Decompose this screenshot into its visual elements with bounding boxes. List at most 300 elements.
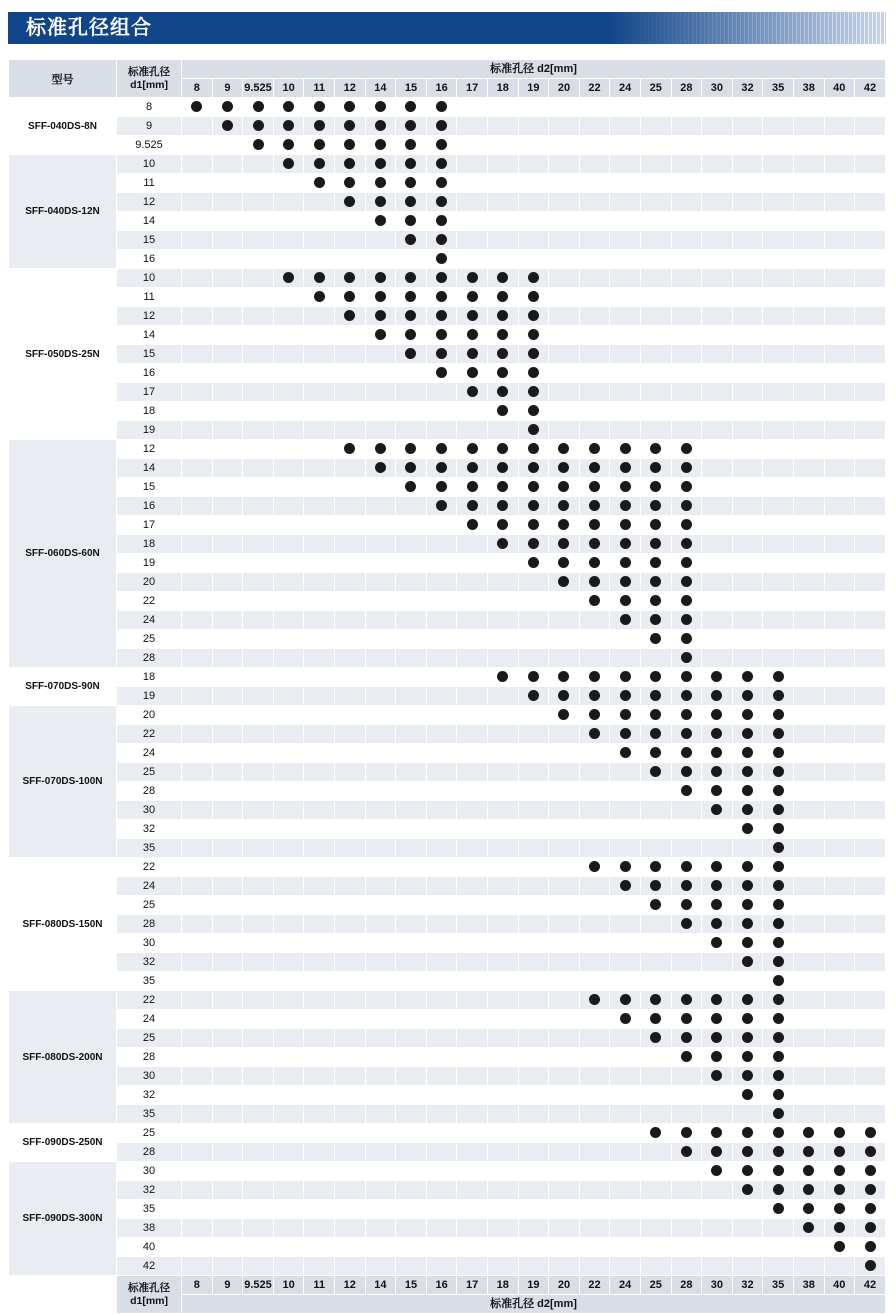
table-row bbox=[9, 1219, 886, 1238]
combo-cell bbox=[824, 326, 855, 345]
combo-cell bbox=[212, 212, 243, 231]
combo-cell bbox=[335, 649, 366, 668]
table-row bbox=[9, 421, 886, 440]
model-cell: SFF-040DS-12N bbox=[9, 155, 117, 269]
combo-cell bbox=[243, 953, 274, 972]
available-dot-icon bbox=[528, 671, 539, 682]
combo-cell bbox=[671, 402, 702, 421]
combo-cell bbox=[855, 649, 886, 668]
combo-cell bbox=[732, 668, 763, 687]
combo-cell bbox=[273, 383, 304, 402]
combo-cell bbox=[732, 953, 763, 972]
combo-cell bbox=[396, 706, 427, 725]
combo-cell bbox=[273, 231, 304, 250]
combo-cell bbox=[702, 649, 733, 668]
combo-cell bbox=[793, 402, 824, 421]
available-dot-icon bbox=[742, 709, 753, 720]
combo-cell bbox=[579, 155, 610, 174]
available-dot-icon bbox=[436, 120, 447, 131]
available-dot-icon bbox=[773, 861, 784, 872]
combo-cell bbox=[671, 250, 702, 269]
available-dot-icon bbox=[650, 1127, 661, 1138]
available-dot-icon bbox=[650, 671, 661, 682]
combo-cell bbox=[610, 1143, 641, 1162]
available-dot-icon bbox=[375, 215, 386, 226]
combo-cell bbox=[640, 516, 671, 535]
combo-cell bbox=[365, 421, 396, 440]
combo-cell bbox=[487, 858, 518, 877]
combo-cell bbox=[793, 630, 824, 649]
combo-cell bbox=[426, 193, 457, 212]
combo-cell bbox=[579, 478, 610, 497]
combo-cell bbox=[549, 592, 580, 611]
combo-cell bbox=[304, 1238, 335, 1257]
available-dot-icon bbox=[650, 709, 661, 720]
combo-cell bbox=[855, 839, 886, 858]
combo-cell bbox=[518, 1219, 549, 1238]
combo-cell bbox=[579, 592, 610, 611]
available-dot-icon bbox=[742, 728, 753, 739]
combo-cell bbox=[182, 98, 213, 117]
available-dot-icon bbox=[681, 1013, 692, 1024]
combo-cell bbox=[518, 630, 549, 649]
combo-cell bbox=[335, 611, 366, 630]
combo-cell bbox=[793, 1048, 824, 1067]
table-row bbox=[9, 288, 886, 307]
combo-cell bbox=[732, 1029, 763, 1048]
header-d2-value: 8 bbox=[182, 79, 213, 98]
available-dot-icon bbox=[283, 272, 294, 283]
combo-cell bbox=[396, 1257, 427, 1276]
combo-cell bbox=[671, 554, 702, 573]
available-dot-icon bbox=[344, 196, 355, 207]
combo-cell bbox=[426, 212, 457, 231]
combo-cell bbox=[457, 497, 488, 516]
available-dot-icon bbox=[467, 519, 478, 530]
combo-cell bbox=[763, 117, 794, 136]
combo-cell bbox=[824, 801, 855, 820]
combo-cell bbox=[855, 877, 886, 896]
combo-cell bbox=[793, 877, 824, 896]
combo-cell bbox=[793, 231, 824, 250]
combo-cell bbox=[212, 535, 243, 554]
combo-cell bbox=[610, 478, 641, 497]
combo-cell bbox=[243, 535, 274, 554]
combo-cell bbox=[549, 497, 580, 516]
combo-cell bbox=[426, 573, 457, 592]
combo-cell bbox=[640, 478, 671, 497]
available-dot-icon bbox=[344, 101, 355, 112]
available-dot-icon bbox=[803, 1146, 814, 1157]
combo-cell bbox=[702, 896, 733, 915]
combo-cell bbox=[824, 117, 855, 136]
table-row bbox=[9, 706, 886, 725]
combo-cell bbox=[487, 250, 518, 269]
combo-cell bbox=[518, 934, 549, 953]
combo-cell bbox=[335, 554, 366, 573]
combo-cell bbox=[335, 573, 366, 592]
available-dot-icon bbox=[742, 1032, 753, 1043]
combo-cell bbox=[243, 288, 274, 307]
combo-cell bbox=[243, 1238, 274, 1257]
combo-cell bbox=[335, 1200, 366, 1219]
combo-cell bbox=[793, 858, 824, 877]
combo-cell bbox=[732, 725, 763, 744]
footer-d2-value: 9.525 bbox=[243, 1276, 274, 1295]
available-dot-icon bbox=[711, 918, 722, 929]
combo-cell bbox=[579, 307, 610, 326]
table-row bbox=[9, 820, 886, 839]
combo-cell bbox=[273, 953, 304, 972]
combo-cell bbox=[212, 1143, 243, 1162]
available-dot-icon bbox=[620, 595, 631, 606]
combo-cell bbox=[702, 877, 733, 896]
available-dot-icon bbox=[436, 234, 447, 245]
combo-cell bbox=[640, 155, 671, 174]
combo-cell bbox=[304, 991, 335, 1010]
model-cell: SFF-070DS-90N bbox=[9, 668, 117, 706]
combo-cell bbox=[335, 725, 366, 744]
combo-cell bbox=[549, 801, 580, 820]
combo-cell bbox=[732, 136, 763, 155]
combo-cell bbox=[640, 402, 671, 421]
combo-cell bbox=[732, 801, 763, 820]
combo-cell bbox=[487, 991, 518, 1010]
combo-cell bbox=[426, 839, 457, 858]
combo-cell bbox=[304, 896, 335, 915]
combo-cell bbox=[671, 592, 702, 611]
combo-cell bbox=[304, 1048, 335, 1067]
combo-cell bbox=[549, 611, 580, 630]
d1-value: 30 bbox=[117, 1067, 182, 1086]
combo-cell bbox=[365, 630, 396, 649]
combo-cell bbox=[763, 136, 794, 155]
available-dot-icon bbox=[773, 899, 784, 910]
combo-cell bbox=[824, 915, 855, 934]
combo-cell bbox=[212, 1067, 243, 1086]
available-dot-icon bbox=[773, 842, 784, 853]
table-row bbox=[9, 1048, 886, 1067]
table-row bbox=[9, 117, 886, 136]
available-dot-icon bbox=[436, 481, 447, 492]
combo-cell bbox=[793, 307, 824, 326]
combo-cell bbox=[640, 1029, 671, 1048]
d1-value: 24 bbox=[117, 877, 182, 896]
combo-cell bbox=[212, 1257, 243, 1276]
available-dot-icon bbox=[253, 120, 264, 131]
combo-cell bbox=[518, 687, 549, 706]
available-dot-icon bbox=[650, 443, 661, 454]
combo-cell bbox=[365, 440, 396, 459]
d1-value: 24 bbox=[117, 611, 182, 630]
combo-cell bbox=[304, 231, 335, 250]
available-dot-icon bbox=[375, 158, 386, 169]
combo-cell bbox=[243, 421, 274, 440]
available-dot-icon bbox=[620, 880, 631, 891]
combo-cell bbox=[855, 592, 886, 611]
combo-cell bbox=[426, 706, 457, 725]
table-row bbox=[9, 877, 886, 896]
combo-cell bbox=[855, 782, 886, 801]
combo-cell bbox=[763, 706, 794, 725]
available-dot-icon bbox=[865, 1260, 876, 1271]
combo-cell bbox=[457, 668, 488, 687]
available-dot-icon bbox=[375, 139, 386, 150]
combo-cell bbox=[824, 687, 855, 706]
available-dot-icon bbox=[436, 177, 447, 188]
combo-cell bbox=[243, 212, 274, 231]
combo-cell bbox=[549, 1067, 580, 1086]
combo-cell bbox=[702, 687, 733, 706]
available-dot-icon bbox=[681, 1051, 692, 1062]
combo-cell bbox=[763, 402, 794, 421]
combo-cell bbox=[273, 1086, 304, 1105]
combo-cell bbox=[610, 174, 641, 193]
combo-cell bbox=[182, 516, 213, 535]
combo-cell bbox=[365, 364, 396, 383]
footer-d2-value: 42 bbox=[855, 1276, 886, 1295]
combo-cell bbox=[702, 554, 733, 573]
header-d2-value: 24 bbox=[610, 79, 641, 98]
combo-cell bbox=[671, 231, 702, 250]
available-dot-icon bbox=[803, 1203, 814, 1214]
combo-cell bbox=[335, 402, 366, 421]
combo-cell bbox=[304, 858, 335, 877]
combo-cell bbox=[182, 421, 213, 440]
combo-cell bbox=[335, 592, 366, 611]
combo-cell bbox=[549, 896, 580, 915]
combo-cell bbox=[640, 896, 671, 915]
combo-cell bbox=[396, 497, 427, 516]
combo-cell bbox=[212, 611, 243, 630]
combo-cell bbox=[793, 953, 824, 972]
available-dot-icon bbox=[711, 880, 722, 891]
combo-cell bbox=[243, 744, 274, 763]
available-dot-icon bbox=[681, 1127, 692, 1138]
combo-cell bbox=[763, 1257, 794, 1276]
available-dot-icon bbox=[405, 443, 416, 454]
combo-cell bbox=[365, 307, 396, 326]
combo-cell bbox=[304, 1086, 335, 1105]
combo-cell bbox=[212, 478, 243, 497]
combo-cell bbox=[426, 1105, 457, 1124]
combo-cell bbox=[273, 193, 304, 212]
combo-cell bbox=[763, 535, 794, 554]
combo-cell bbox=[579, 402, 610, 421]
combo-cell bbox=[702, 991, 733, 1010]
combo-cell bbox=[640, 573, 671, 592]
combo-cell bbox=[549, 535, 580, 554]
combo-cell bbox=[487, 687, 518, 706]
available-dot-icon bbox=[681, 462, 692, 473]
available-dot-icon bbox=[375, 272, 386, 283]
combo-cell bbox=[335, 250, 366, 269]
combo-cell bbox=[426, 763, 457, 782]
combo-cell bbox=[335, 801, 366, 820]
combo-cell bbox=[212, 497, 243, 516]
combo-cell bbox=[457, 1124, 488, 1143]
combo-cell bbox=[549, 1219, 580, 1238]
combo-cell bbox=[610, 307, 641, 326]
combo-cell bbox=[702, 231, 733, 250]
combo-cell bbox=[335, 858, 366, 877]
available-dot-icon bbox=[405, 291, 416, 302]
combo-cell bbox=[487, 117, 518, 136]
combo-cell bbox=[457, 744, 488, 763]
combo-cell bbox=[763, 1067, 794, 1086]
combo-cell bbox=[702, 98, 733, 117]
combo-cell bbox=[487, 630, 518, 649]
combo-cell bbox=[549, 250, 580, 269]
combo-cell bbox=[243, 820, 274, 839]
combo-cell bbox=[702, 326, 733, 345]
combo-cell bbox=[426, 1200, 457, 1219]
combo-cell bbox=[457, 1200, 488, 1219]
combo-cell bbox=[671, 1181, 702, 1200]
combo-cell bbox=[518, 497, 549, 516]
table-row bbox=[9, 1200, 886, 1219]
combo-cell bbox=[793, 592, 824, 611]
combo-cell bbox=[457, 193, 488, 212]
combo-cell bbox=[426, 554, 457, 573]
combo-cell bbox=[793, 573, 824, 592]
combo-cell bbox=[824, 212, 855, 231]
d1-value: 30 bbox=[117, 934, 182, 953]
combo-cell bbox=[549, 1238, 580, 1257]
combo-cell bbox=[518, 117, 549, 136]
combo-cell bbox=[365, 1124, 396, 1143]
combo-cell bbox=[579, 877, 610, 896]
combo-cell bbox=[702, 1257, 733, 1276]
combo-cell bbox=[671, 1105, 702, 1124]
available-dot-icon bbox=[375, 443, 386, 454]
available-dot-icon bbox=[497, 386, 508, 397]
available-dot-icon bbox=[467, 500, 478, 511]
combo-cell bbox=[212, 326, 243, 345]
combo-cell bbox=[212, 1238, 243, 1257]
d1-value: 16 bbox=[117, 250, 182, 269]
combo-cell bbox=[549, 1257, 580, 1276]
combo-cell bbox=[610, 136, 641, 155]
available-dot-icon bbox=[711, 671, 722, 682]
combo-cell bbox=[335, 288, 366, 307]
combo-cell bbox=[732, 1219, 763, 1238]
combo-cell bbox=[518, 1086, 549, 1105]
combo-cell bbox=[518, 858, 549, 877]
combo-cell bbox=[304, 839, 335, 858]
combo-cell bbox=[182, 953, 213, 972]
combo-cell bbox=[793, 1162, 824, 1181]
available-dot-icon bbox=[405, 310, 416, 321]
combo-cell bbox=[702, 478, 733, 497]
combo-cell bbox=[335, 1162, 366, 1181]
combo-cell bbox=[610, 953, 641, 972]
combo-cell bbox=[396, 383, 427, 402]
combo-cell bbox=[579, 117, 610, 136]
combo-cell bbox=[273, 573, 304, 592]
combo-cell bbox=[855, 1181, 886, 1200]
d1-value: 32 bbox=[117, 953, 182, 972]
combo-cell bbox=[182, 459, 213, 478]
combo-cell bbox=[549, 307, 580, 326]
combo-cell bbox=[579, 782, 610, 801]
combo-cell bbox=[671, 1048, 702, 1067]
combo-cell bbox=[793, 364, 824, 383]
table-row bbox=[9, 478, 886, 497]
header-d2-value: 28 bbox=[671, 79, 702, 98]
combo-cell bbox=[243, 1181, 274, 1200]
available-dot-icon bbox=[773, 1165, 784, 1176]
available-dot-icon bbox=[742, 956, 753, 967]
combo-cell bbox=[273, 687, 304, 706]
combo-cell bbox=[763, 991, 794, 1010]
combo-cell bbox=[212, 1219, 243, 1238]
combo-cell bbox=[702, 421, 733, 440]
combo-cell bbox=[457, 763, 488, 782]
combo-cell bbox=[457, 288, 488, 307]
table-row bbox=[9, 402, 886, 421]
combo-cell bbox=[426, 1124, 457, 1143]
table-row bbox=[9, 934, 886, 953]
combo-cell bbox=[732, 573, 763, 592]
combo-cell bbox=[304, 725, 335, 744]
available-dot-icon bbox=[620, 538, 631, 549]
available-dot-icon bbox=[589, 690, 600, 701]
combo-cell bbox=[212, 1105, 243, 1124]
combo-cell bbox=[640, 383, 671, 402]
combo-cell bbox=[824, 554, 855, 573]
combo-cell bbox=[824, 611, 855, 630]
available-dot-icon bbox=[528, 272, 539, 283]
combo-cell bbox=[763, 459, 794, 478]
combo-cell bbox=[487, 269, 518, 288]
table-row bbox=[9, 573, 886, 592]
combo-cell bbox=[610, 345, 641, 364]
combo-cell bbox=[793, 383, 824, 402]
combo-cell bbox=[426, 953, 457, 972]
combo-cell bbox=[243, 801, 274, 820]
combo-cell bbox=[732, 212, 763, 231]
available-dot-icon bbox=[344, 139, 355, 150]
available-dot-icon bbox=[773, 1089, 784, 1100]
available-dot-icon bbox=[558, 557, 569, 568]
table-row bbox=[9, 801, 886, 820]
available-dot-icon bbox=[436, 158, 447, 169]
header-d2-value: 11 bbox=[304, 79, 335, 98]
combo-cell bbox=[702, 858, 733, 877]
combo-cell bbox=[212, 915, 243, 934]
combo-cell bbox=[365, 858, 396, 877]
combo-cell bbox=[426, 1257, 457, 1276]
combo-cell bbox=[273, 554, 304, 573]
combo-cell bbox=[335, 820, 366, 839]
available-dot-icon bbox=[528, 557, 539, 568]
combo-cell bbox=[702, 117, 733, 136]
combo-cell bbox=[702, 915, 733, 934]
combo-cell bbox=[365, 193, 396, 212]
combo-cell bbox=[671, 706, 702, 725]
combo-cell bbox=[182, 1143, 213, 1162]
combo-cell bbox=[732, 1067, 763, 1086]
combo-cell bbox=[702, 668, 733, 687]
combo-cell bbox=[304, 687, 335, 706]
table-row bbox=[9, 535, 886, 554]
combo-cell bbox=[487, 611, 518, 630]
combo-cell bbox=[855, 687, 886, 706]
combo-cell bbox=[426, 402, 457, 421]
combo-cell bbox=[793, 1200, 824, 1219]
combo-cell bbox=[212, 877, 243, 896]
